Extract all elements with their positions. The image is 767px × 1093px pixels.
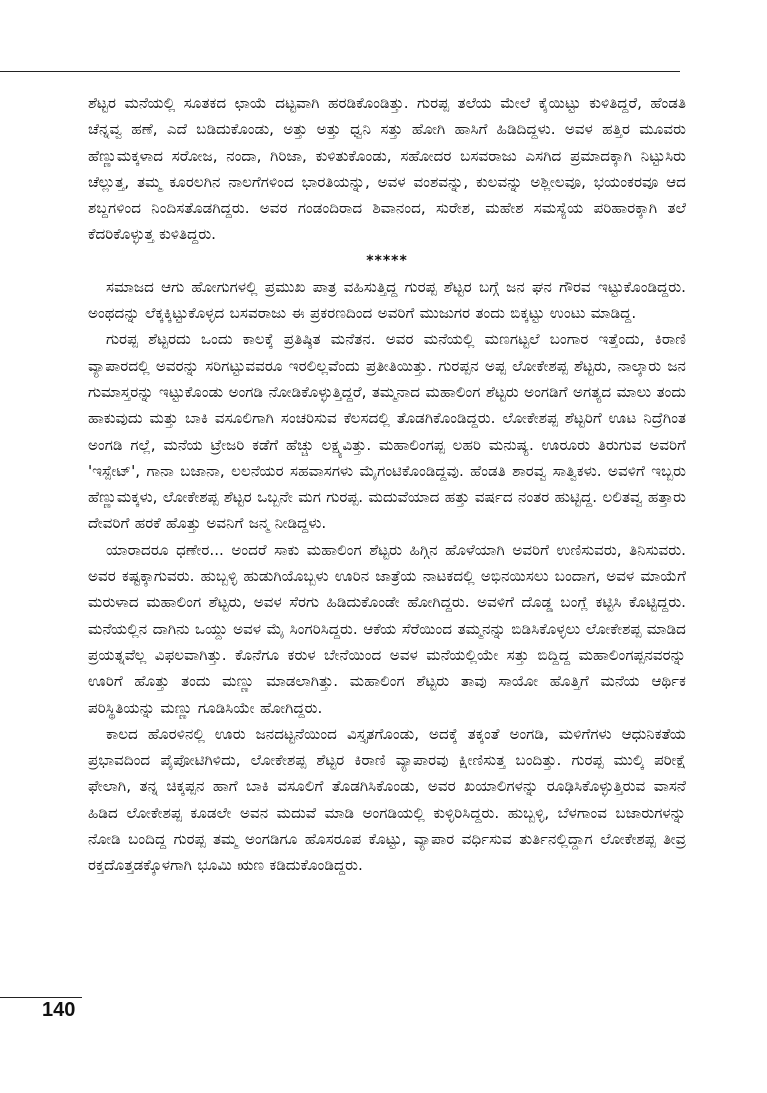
page-body [88, 90, 686, 879]
paragraph: ಗುರಪ್ಪ ಶೆಟ್ಟರದು ಒಂದು ಕಾಲಕ್ಕೆ ಪ್ರತಿಷ್ಠಿತ ಮನೆತನ. ಅವರ ಮನೆಯಲ್ಲಿ ಮಣಗಟ್ಟಲೆ ಬಂಗಾರ ಇತ್ತೆಂದು, ಕಿರಾಣಿ ವ್ಯಾಪಾರದಲ್ಲಿ ಅವರನ್ನು ಸರಿಗಟ್ಟುವವರೂ ಇರಲಿಲ್ಲವೆಂದು ಪ್ರತೀತಿಯಿತ್ತು. ಗುರಪ್ಪನ ಅಪ್ಪ ಲೋಕೇಶಪ್ಪ ಶೆಟ್ಟರು, ನಾಲ್ಕಾರು ಜನ ಗುಮಾಸ್ತರನ್ನು ಇಟ್ಟುಕೊಂಡು ಅಂಗಡಿ ನೋಡಿಕೊಳ್ಳುತ್ತಿದ್ದರೆ, ತಮ್ಮನಾದ ಮಹಾಲಿಂಗ ಶೆಟ್ಟರು ಅಂಗಡಿಗೆ ಅಗತ್ಯದ ಮಾಲು ತಂದು ಹಾಕುವುದು ಮತ್ತು ಬಾಕಿ ವಸೂಲಿಗಾಗಿ ಸಂಚರಿಸುವ ಕೆಲಸದಲ್ಲಿ ತೊಡಗಿಕೊಂಡಿದ್ದರು. ಲೋಕೇಶಪ್ಪ ಶೆಟ್ಟರಿಗೆ ಊಟ ನಿದ್ರೆಗಿಂತ ಅಂಗಡಿ ಗಲ್ಲೆ, ಮನೆಯ ಟ್ರೇಜರಿ ಕಡೆಗೆ ಹೆಚ್ಚು ಲಕ್ಷ್ಯವಿತ್ತು. ಮಹಾಲಿಂಗಪ್ಪ ಲಹರಿ ಮನುಷ್ಯ. ಊರೂರು ತಿರುಗುವ ಅವರಿಗೆ 'ಇಸ್ಪೇಟ್', ಗಾನಾ ಬಜಾನಾ, ಲಲನೆಯರ ಸಹವಾಸಗಳು ಮೈಗಂಟಿಕೊಂಡಿದ್ದವು. ಹೆಂಡತಿ ಶಾರವ್ವ ಸಾತ್ವಿಕಳು. ಅವಳಿಗೆ ಇಬ್ಬರು ಹೆಣ್ಣುಮಕ್ಕಳು, ಲೋಕೇಶಪ್ಪ ಶೆಟ್ಟರ ಒಬ್ಬನೇ ಮಗ ಗುರಪ್ಪ. ಮದುವೆಯಾದ ಹತ್ತು ವರ್ಷದ ನಂತರ ಹುಟ್ಟಿದ್ದ. ಲಲಿತವ್ವ ಹತ್ತಾರು ದೇವರಿಗೆ ಹರಕೆ ಹೊತ್ತು ಅವನಿಗೆ ಜನ್ಮ ನೀಡಿದ್ದಳು. [88, 330, 686, 533]
section-separator: ***** [366, 252, 408, 269]
paragraph: ಕಾಲದ ಹೊರಳಿನಲ್ಲಿ ಊರು ಜನದಟ್ಟನೆಯಿಂದ ವಿಸ್ತೃತಗೊಂಡು, ಅದಕ್ಕೆ ತಕ್ಕಂತೆ ಅಂಗಡಿ, ಮಳಿಗೆಗಳು ಆಧುನಿಕತೆಯ ಪ್ರಭಾವದಿಂದ ಪೈಪೋಟಿಗಿಳಿದು, ಲೋಕೇಶಪ್ಪ ಶೆಟ್ಟರ ಕಿರಾಣಿ ವ್ಯಾಪಾರವು ಕ್ಷೀಣಿಸುತ್ತ ಬಂದಿತ್ತು. ಗುರಪ್ಪ ಮುಲ್ಕಿ ಪರೀಕ್ಷೆ ಫೇಲಾಗಿ, ತನ್ನ ಚಿಕ್ಕಪ್ಪನ ಹಾಗೆ ಬಾಕಿ ವಸೂಲಿಗೆ ತೊಡಗಿಸಿಕೊಂಡು, ಅವರ ಖಯಾಲಿಗಳನ್ನು ರೂಢಿಸಿಕೊಳ್ಳುತ್ತಿರುವ ವಾಸನೆ ಹಿಡಿದ ಲೋಕೇಶಪ್ಪ ಕೂಡಲೇ ಅವನ ಮದುವೆ ಮಾಡಿ ಅಂಗಡಿಯಲ್ಲಿ ಕುಳ್ಳಿರಿಸಿದ್ದರು. ಹುಬ್ಬಳ್ಳಿ, ಬೆಳಗಾಂವ ಬಜಾರುಗಳನ್ನು ನೋಡಿ ಬಂದಿದ್ದ ಗುರಪ್ಪ ತಮ್ಮ ಅಂಗಡಿಗೂ ಹೊಸರೂಪ ಕೊಟ್ಟು, ವ್ಯಾಪಾರ ವರ್ಧಿಸುವ ತುರ್ತಿನಲ್ಲಿದ್ದಾಗ ಲೋಕೇಶಪ್ಪ ತೀವ್ರ ರಕ್ತದೊತ್ತಡಕ್ಕೊಳಗಾಗಿ ಭೂಮಿ ಋಣ ಕಡಿದುಕೊಂಡಿದ್ದರು. [88, 724, 686, 875]
footer-rule [0, 997, 82, 998]
page-number: 140 [42, 999, 76, 1021]
paragraph: ಯಾರಾದರೂ ಧಣೇರ... ಅಂದರೆ ಸಾಕು ಮಹಾಲಿಂಗ ಶೆಟ್ಟರು ಹಿಗ್ಗಿನ ಹೊಳೆಯಾಗಿ ಅವರಿಗೆ ಉಣಿಸುವರು, ತಿನಿಸುವರು. ಅವರ ಕಷ್ಟಕ್ಕಾಗುವರು. ಹುಬ್ಬಳ್ಳಿ ಹುಡುಗಿಯೊಬ್ಬಳು ಊರಿನ ಜಾತ್ರೆಯ ನಾಟಕದಲ್ಲಿ ಅಭಿನಯಿಸಲು ಬಂದಾಗ, ಅವಳ ಮಾಯೆಗೆ ಮರುಳಾದ ಮಹಾಲಿಂಗ ಶೆಟ್ಟರು, ಅವಳ ಸೆರಗು ಹಿಡಿದುಕೊಂಡೇ ಹೋಗಿದ್ದರು. ಅವಳಿಗೆ ದೊಡ್ಡ ಬಂಗ್ಲೆ ಕಟ್ಟಿಸಿ ಕೊಟ್ಟಿದ್ದರು. ಮನೆಯಲ್ಲಿನ ದಾಗಿನು ಒಯ್ದು ಅವಳ ಮೈ ಸಿಂಗರಿಸಿದ್ದರು. ಆಕೆಯ ಸೆರೆಯಿಂದ ತಮ್ಮನನ್ನು ಬಿಡಿಸಿಕೊಳ್ಳಲು ಲೋಕೇಶಪ್ಪ ಮಾಡಿದ ಪ್ರಯತ್ನವೆಲ್ಲ ವಿಫಲವಾಗಿತ್ತು. ಕೊನೆಗೂ ಕರುಳ ಬೇನೆಯಿಂದ ಅವಳ ಮನೆಯಲ್ಲಿಯೇ ಸತ್ತು ಬಿದ್ದಿದ್ದ ಮಹಾಲಿಂಗಪ್ಪನವರನ್ನು ಊರಿಗೆ ಹೊತ್ತು ತಂದು ಮಣ್ಣು ಮಾಡಲಾಗಿತ್ತು. ಮಹಾಲಿಂಗ ಶೆಟ್ಟರು ತಾವು ಸಾಯೋ ಹೊತ್ತಿಗೆ ಮನೆಯ ಆರ್ಥಿಕ ಪರಿಸ್ಥಿತಿಯನ್ನು ಮಣ್ಣು ಗೂಡಿಸಿಯೇ ಹೋಗಿದ್ದರು. [88, 540, 686, 717]
paragraph: ಶೆಟ್ಟರ ಮನೆಯಲ್ಲಿ ಸೂತಕದ ಛಾಯೆ ದಟ್ಟವಾಗಿ ಹರಡಿಕೊಂಡಿತ್ತು. ಗುರಪ್ಪ ತಲೆಯ ಮೇಲೆ ಕೈಯಿಟ್ಟು ಕುಳಿತಿದ್ದರೆ, ಹೆಂಡತಿ ಚೆನ್ನವ್ವ ಹಣೆ, ಎದೆ ಬಡಿದುಕೊಂಡು, ಅತ್ತು ಅತ್ತು ಧ್ವನಿ ಸತ್ತು ಹೋಗಿ ಹಾಸಿಗೆ ಹಿಡಿದಿದ್ದಳು. ಅವಳ ಹತ್ತಿರ ಮೂವರು ಹೆಣ್ಣುಮಕ್ಕಳಾದ ಸರೋಜ, ನಂದಾ, ಗಿರಿಜಾ, ಕುಳಿತುಕೊಂಡು, ಸಹೋದರ ಬಸವರಾಜು ಎಸಗಿದ ಪ್ರಮಾದಕ್ಕಾಗಿ ನಿಟ್ಟುಸಿರು ಚೆಲ್ಲುತ್ತ, ತಮ್ಮ ಕೂರಲಗಿನ ನಾಲಗೆಗಳಿಂದ ಭಾರತಿಯನ್ನು, ಅವಳ ವಂಶವನ್ನು, ಕುಲವನ್ನು ಅಶ್ಲೀಲವೂ, ಭಯಂಕರವೂ ಆದ ಶಬ್ದಗಳಿಂದ ನಿಂದಿಸತೊಡಗಿದ್ದರು. ಅವರ ಗಂಡಂದಿರಾದ ಶಿವಾನಂದ, ಸುರೇಶ, ಮಹೇಶ ಸಮಸ್ಯೆಯ ಪರಿಹಾರಕ್ಕಾಗಿ ತಲೆ ಕೆದರಿಕೊಳ್ಳುತ್ತ ಕುಳಿತಿದ್ದರು. [88, 94, 686, 244]
paragraph: ಸಮಾಜದ ಆಗು ಹೋಗುಗಳಲ್ಲಿ ಪ್ರಮುಖ ಪಾತ್ರ ವಹಿಸುತ್ತಿದ್ದ ಗುರಪ್ಪ ಶೆಟ್ಟರ ಬಗ್ಗೆ ಜನ ಘನ ಗೌರವ ಇಟ್ಟುಕೊಂಡಿದ್ದರು. ಅಂಥದನ್ನು ಲೆಕ್ಕಕ್ಕಿಟ್ಟುಕೊಳ್ಳದ ಬಸವರಾಜು ಈ ಪ್ರಕರಣದಿಂದ ಅವರಿಗೆ ಮುಜುಗರ ತಂದು ಬಿಕ್ಕಟ್ಟು ಉಂಟು ಮಾಡಿದ್ದ. [88, 277, 686, 323]
header-rule [0, 71, 680, 72]
